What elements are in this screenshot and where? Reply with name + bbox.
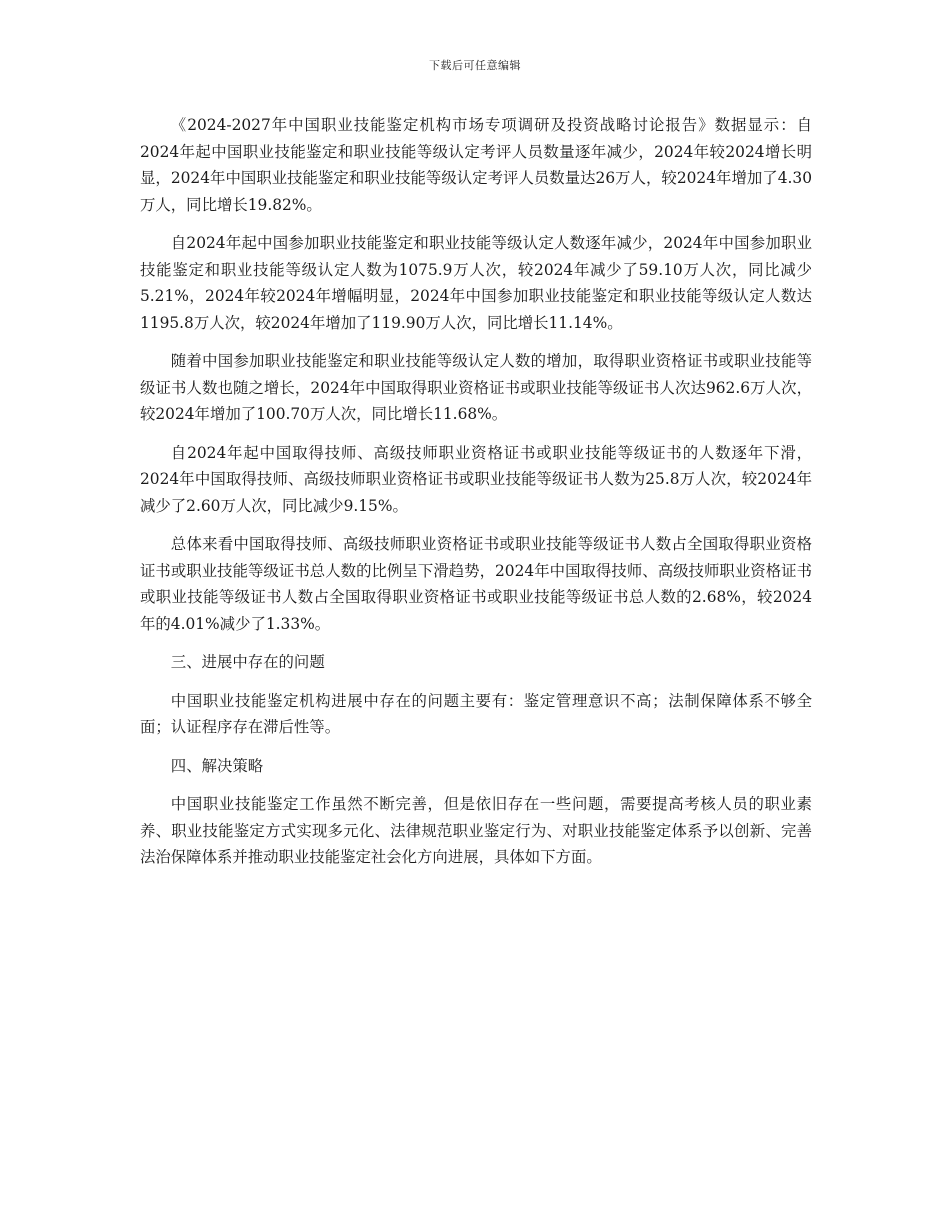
section-heading-strategies: 四、解决策略 — [170, 756, 264, 775]
paragraph-report-summary: 《2024-2027年中国职业技能鉴定机构市场专项调研及投资战略讨论报告》数据显示：自2024年起中国职业技能鉴定和职业技能等级认定考评人员数量逐年减少，2024年较2024增长明显，2024年中国职业技能鉴定和职业技能等级认定考评人员数量达26万人，较2024年增加了4.30万人，同比增长19.82%。 — [140, 116, 812, 214]
document-body — [140, 112, 812, 883]
section-heading-problems: 三、进展中存在的问题 — [170, 653, 325, 671]
paragraph-problems: 中国职业技能鉴定机构进展中存在的问题主要有：鉴定管理意识不高；法制保障体系不够全面；认证程序存在滞后性等。 — [140, 691, 812, 736]
paragraph-certificates: 随着中国参加职业技能鉴定和职业技能等级认定人数的增加，取得职业资格证书或职业技能等级证书人数也随之增长，2024年中国取得职业资格证书或职业技能等级证书人次达962.6万人次，较2024年增加了100.70万人次，同比增长11.68%。 — [140, 352, 812, 423]
paragraph-strategies: 中国职业技能鉴定工作虽然不断完善，但是依旧存在一些问题，需要提高考核人员的职业素养、职业技能鉴定方式实现多元化、法律规范职业鉴定行为、对职业技能鉴定体系予以创新、完善法治保障体系并推动职业技能鉴定社会化方向进展，具体如下方面。 — [140, 795, 812, 866]
paragraph-participants: 自2024年起中国参加职业技能鉴定和职业技能等级认定人数逐年减少，2024年中国参加职业技能鉴定和职业技能等级认定人数为1075.9万人次，较2024年减少了59.10万人次，同比减少5.21%，2024年较2024年增幅明显，2024年中国参加职业技能鉴定和职业技能等级认定人数达1195.8万人次，较2024年增加了119.90万人次，同比增长11.14%。 — [140, 234, 812, 332]
paragraph-technicians: 自2024年起中国取得技师、高级技师职业资格证书或职业技能等级证书的人数逐年下滑，2024年中国取得技师、高级技师职业资格证书或职业技能等级证书人数为25.8万人次，较2024年减少了2.60万人次，同比减少9.15%。 — [140, 443, 812, 515]
paragraph-proportion: 总体来看中国取得技师、高级技师职业资格证书或职业技能等级证书人数占全国取得职业资格证书或职业技能等级证书总人数的比例呈下滑趋势，2024年中国取得技师、高级技师职业资格证书或职业技能等级证书人数占全国取得职业资格证书或职业技能等级证书总人数的2.68%，较2024年的4.01%减少了1.33%。 — [140, 535, 812, 633]
header-note: 下载后可任意编辑 — [429, 59, 521, 72]
